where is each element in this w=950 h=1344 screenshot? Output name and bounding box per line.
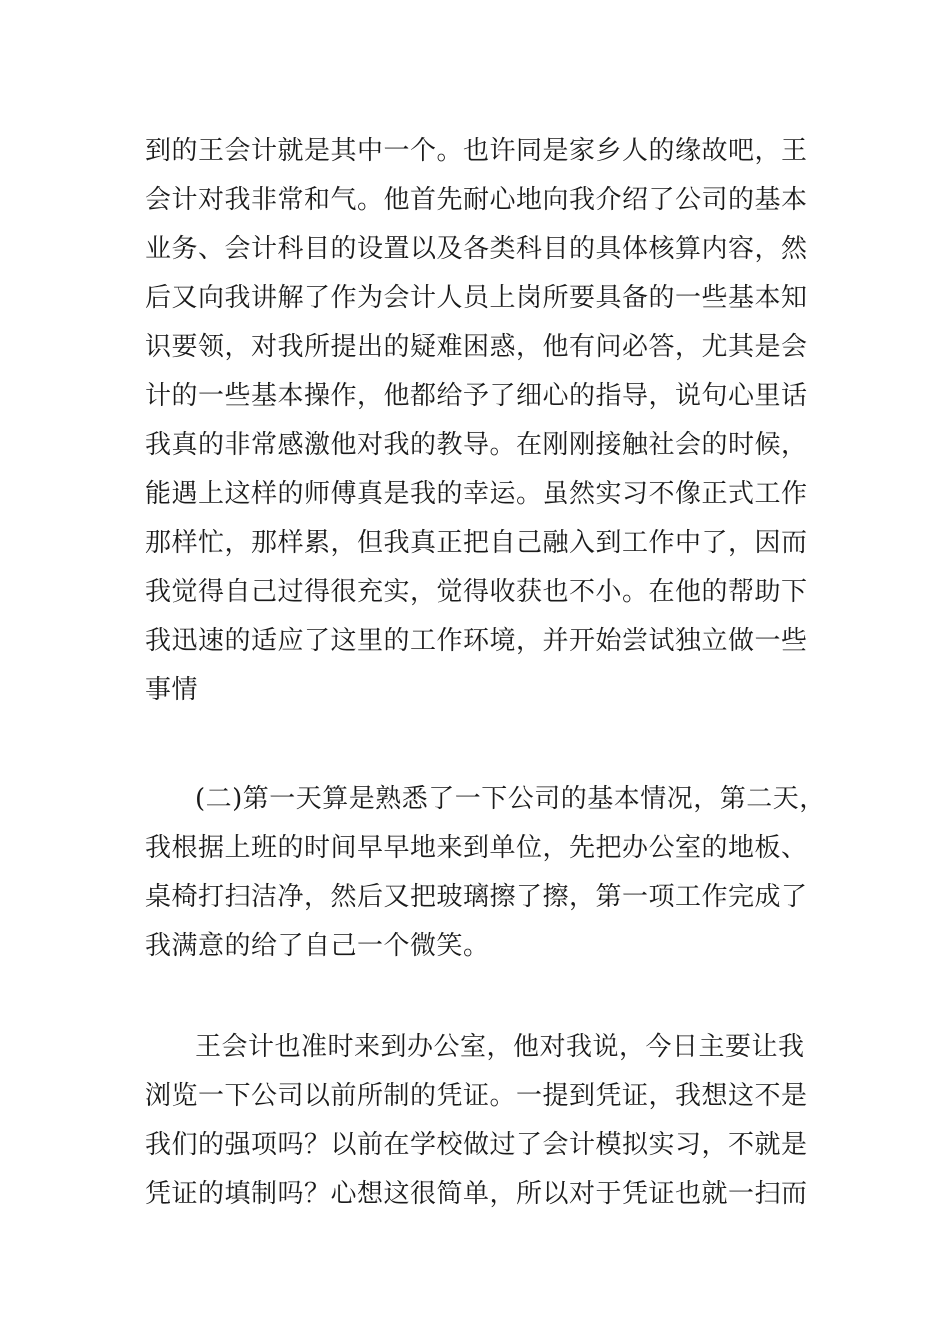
paragraph-2-line: 桌椅打扫洁净，然后又把玻璃擦了擦，第一项工作完成了 <box>145 882 808 912</box>
paragraph-1-line: 我迅速的适应了这里的工作环境，并开始尝试独立做一些 <box>145 626 808 656</box>
paragraph-1-line: 能遇上这样的师傅真是我的幸运。虽然实习不像正式工作 <box>145 479 808 509</box>
paragraph-1-line: 那样忙，那样累，但我真正把自己融入到工作中了，因而 <box>145 528 808 558</box>
paragraph-1-line: 到的王会计就是其中一个。也许同是家乡人的缘故吧，王 <box>145 136 808 166</box>
paragraph-1-line: 我真的非常感激他对我的教导。在刚刚接触社会的时候， <box>145 430 808 460</box>
paragraph-1-line: 后又向我讲解了作为会计人员上岗所要具备的一些基本知 <box>145 283 808 313</box>
paragraph-1-line: 识要领，对我所提出的疑难困惑，他有问必答，尤其是会 <box>145 332 808 362</box>
paragraph-1-line: 计的一些基本操作，他都给予了细心的指导，说句心里话 <box>145 381 808 411</box>
paragraph-3-line: 浏览一下公司以前所制的凭证。一提到凭证，我想这不是 <box>145 1081 808 1111</box>
paragraph-1-line: 我觉得自己过得很充实，觉得收获也不小。在他的帮助下 <box>145 577 808 607</box>
paragraph-3-line: 王会计也准时来到办公室，他对我说，今日主要让我 <box>195 1032 805 1062</box>
paragraph-3-line: 我们的强项吗？以前在学校做过了会计模拟实习，不就是 <box>145 1130 808 1160</box>
paragraph-1-line: 会计对我非常和气。他首先耐心地向我介绍了公司的基本 <box>145 185 808 215</box>
paragraph-1-line: 事情 <box>145 675 199 705</box>
paragraph-2-line: 我满意的给了自己一个微笑。 <box>145 931 490 961</box>
paragraph-2-line: (二)第一天算是熟悉了一下公司的基本情况，第二天， <box>195 784 826 814</box>
paragraph-1-line: 业务、会计科目的设置以及各类科目的具体核算内容，然 <box>145 234 808 264</box>
paragraph-3-line: 凭证的填制吗？心想这很简单，所以对于凭证也就一扫而 <box>145 1179 808 1209</box>
paragraph-2-line: 我根据上班的时间早早地来到单位，先把办公室的地板、 <box>145 833 808 863</box>
